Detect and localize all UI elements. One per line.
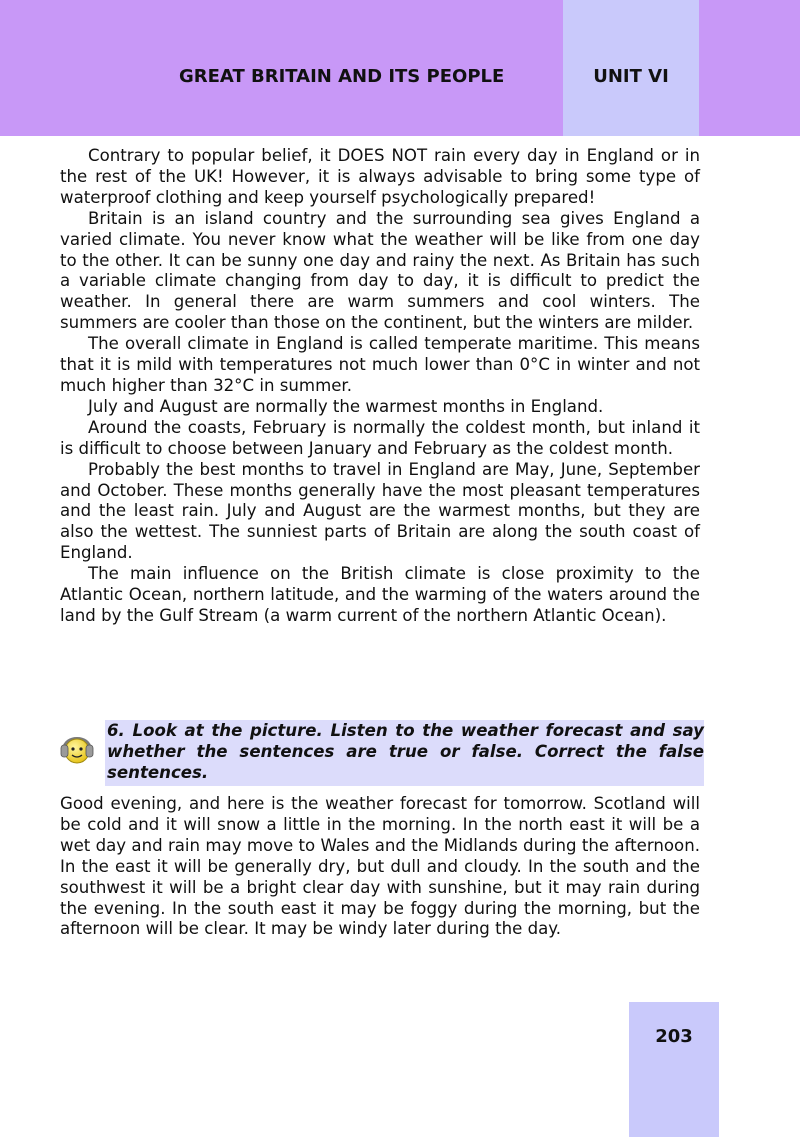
listening-task <box>60 720 702 786</box>
unit-box <box>563 0 699 136</box>
paragraph: Contrary to popular belief, it DOES NOT rain every day in England or in the rest of the UK! However, it is always advisable to bring some type of waterproof clothing and keep yourself psychologically prepared! <box>60 146 700 207</box>
body-text <box>60 146 700 627</box>
forecast-text: Good evening, and here is the weather forecast for tomorrow. Scotland will be cold and it will snow a little in the morning. In the north east it will be a wet day and rain may move to Wales and the Midlands during the afternoon. In the east it will be generally dry, but dull and cloudy. In the south and the southwest it will be a bright clear day with sunshine, but it may rain during the evening. In the south east it may be foggy during the morning, but the afternoon will be clear. It may be windy later during the day. <box>60 794 700 939</box>
page-number-box <box>629 1002 719 1137</box>
paragraph: July and August are normally the warmest months in England. <box>88 396 604 416</box>
paragraph: Britain is an island country and the surrounding sea gives England a varied climate. You never know what the weather will be like from one day to the other. It can be sunny one day and rainy the next. As Britain has such a variable climate changing from day to day, it is difficult to predict the weather. In general there are warm summers and cool winters. The summers are cooler than those on the continent, but the winters are milder. <box>60 208 700 333</box>
unit-label: UNIT VI <box>593 66 669 87</box>
header-band <box>0 0 800 136</box>
task-instruction: 6. Look at the picture. Listen to the weather forecast and say whether the sentences are true or false. Correct the false sentences. <box>105 720 704 786</box>
paragraph: Probably the best months to travel in England are May, June, September and October. These months generally have the most pleasant temperatures and the least rain. July and August are the warmest months, but they are also the wettest. The sunniest parts of Britain are along the south coast of England. <box>60 459 700 563</box>
paragraph: Around the coasts, February is normally the coldest month, but inland it is difficult to choose between January and February as the coldest month. <box>60 417 700 458</box>
page-number: 203 <box>655 1026 693 1047</box>
headphones-smiley-icon <box>60 729 94 765</box>
paragraph: The overall climate in England is called temperate maritime. This means that it is mild with temperatures not much lower than 0°C in winter and not much higher than 32°C in summer. <box>60 334 700 395</box>
paragraph: The main influence on the British climate is close proximity to the Atlantic Ocean, northern latitude, and the warming of the waters around the land by the Gulf Stream (a warm current of the northern Atlantic Ocean). <box>60 564 700 625</box>
chapter-title: GREAT BRITAIN AND ITS PEOPLE <box>179 66 505 87</box>
